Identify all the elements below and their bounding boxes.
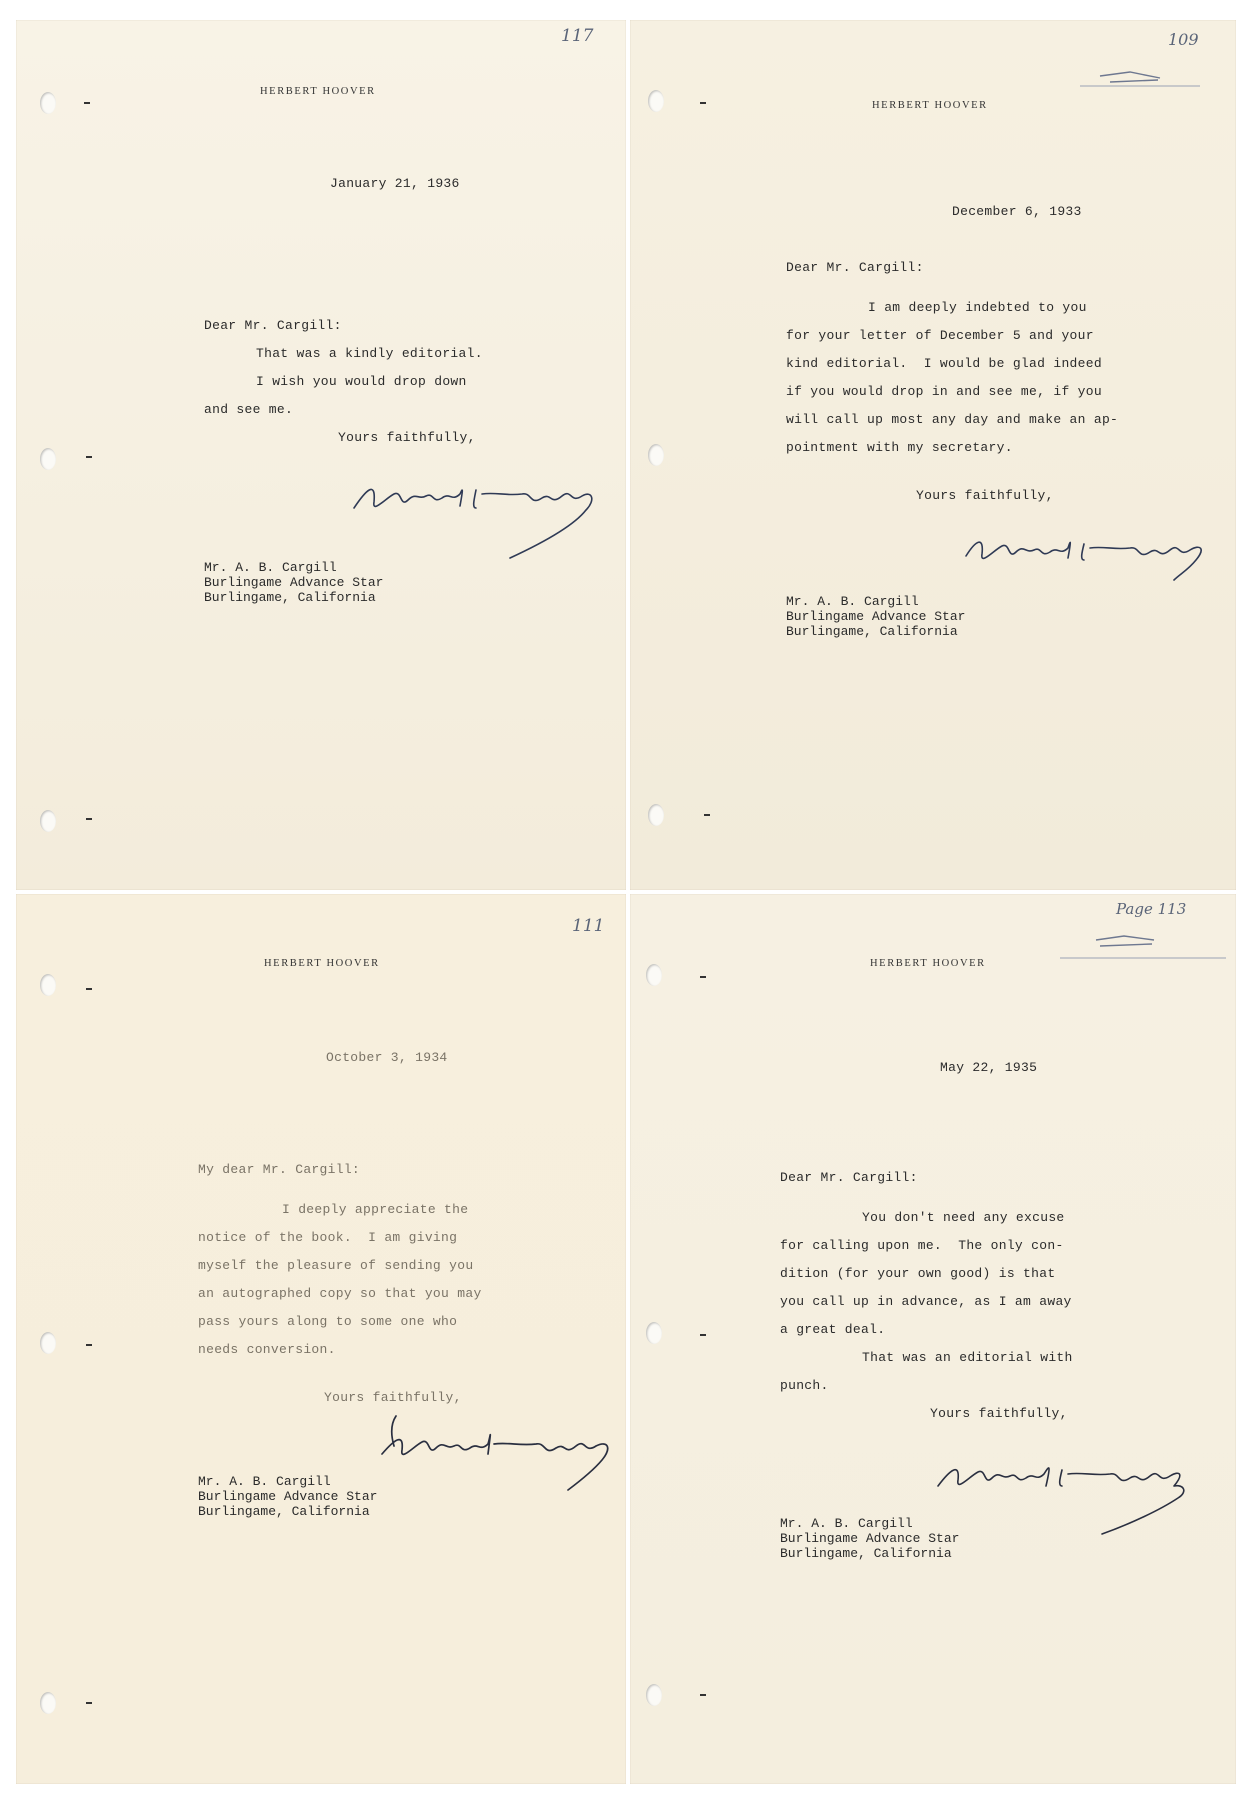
body-line: kind editorial. I would be glad indeed (786, 356, 1102, 371)
page-number: 117 (561, 26, 594, 46)
body-line: needs conversion. (198, 1342, 336, 1357)
punch-hole (648, 444, 664, 466)
punch-hole (648, 804, 664, 826)
crossed-out-number (1050, 922, 1230, 962)
page-number: 109 (1168, 30, 1199, 49)
punch-hole (40, 448, 56, 470)
page-number: 111 (572, 916, 605, 936)
address-line: Burlingame, California (198, 1504, 370, 1519)
body-line: you call up in advance, as I am away (780, 1294, 1072, 1309)
letter-sheet-january-1936 (16, 20, 626, 890)
address-line: Mr. A. B. Cargill (198, 1474, 331, 1489)
body-line: a great deal. (780, 1322, 886, 1337)
punch-hole (40, 92, 56, 114)
closing: Yours faithfully, (324, 1390, 462, 1405)
address-line: Burlingame, California (204, 590, 376, 605)
body-line: dition (for your own good) is that (780, 1266, 1056, 1281)
punch-hole (40, 810, 56, 832)
letterhead: HERBERT HOOVER (872, 100, 988, 111)
body-line: I am deeply indebted to you (868, 300, 1087, 315)
address-line: Burlingame Advance Star (204, 575, 384, 590)
signature (376, 1402, 636, 1502)
body-line: myself the pleasure of sending you (198, 1258, 474, 1273)
address-line: Burlingame Advance Star (786, 609, 966, 624)
body-line: That was a kindly editorial. (256, 346, 483, 361)
punch-hole (648, 90, 664, 112)
letter-date: December 6, 1933 (952, 204, 1082, 219)
signature (346, 450, 616, 570)
punch-hole (40, 1692, 56, 1714)
salutation: Dear Mr. Cargill: (204, 318, 342, 333)
body-line: an autographed copy so that you may (198, 1286, 482, 1301)
salutation: Dear Mr. Cargill: (780, 1170, 918, 1185)
body-line: That was an editorial with (862, 1350, 1073, 1365)
body-line: and see me. (204, 402, 294, 417)
body-line: pass yours along to some one who (198, 1314, 458, 1329)
body-line: if you would drop in and see me, if you (786, 384, 1102, 399)
letter-sheet-december-1933 (630, 20, 1236, 890)
letter-sheet-may-1935 (630, 894, 1236, 1784)
body-line: You don't need any excuse (862, 1210, 1065, 1225)
letterhead: HERBERT HOOVER (260, 86, 376, 97)
letter-date: May 22, 1935 (940, 1060, 1038, 1075)
punch-hole (646, 964, 662, 986)
body-line: for your letter of December 5 and your (786, 328, 1094, 343)
crossed-out-number (1070, 56, 1210, 96)
letterhead: HERBERT HOOVER (264, 958, 380, 969)
address-line: Mr. A. B. Cargill (204, 560, 337, 575)
address-line: Burlingame Advance Star (198, 1489, 378, 1504)
body-line: I deeply appreciate the (282, 1202, 469, 1217)
signature (960, 510, 1230, 590)
address-line: Mr. A. B. Cargill (786, 594, 919, 609)
address-line: Burlingame, California (786, 624, 958, 639)
punch-hole (646, 1322, 662, 1344)
closing: Yours faithfully, (338, 430, 476, 445)
address-line: Burlingame, California (780, 1546, 952, 1561)
salutation: My dear Mr. Cargill: (198, 1162, 361, 1177)
letter-date: January 21, 1936 (330, 176, 460, 191)
signature (930, 1434, 1220, 1544)
address-line: Mr. A. B. Cargill (780, 1516, 913, 1531)
address-line: Burlingame Advance Star (780, 1531, 960, 1546)
letter-sheet-october-1934 (16, 894, 626, 1784)
body-line: pointment with my secretary. (786, 440, 1013, 455)
closing: Yours faithfully, (930, 1406, 1068, 1421)
closing: Yours faithfully, (916, 488, 1054, 503)
punch-hole (40, 974, 56, 996)
body-line: punch. (780, 1378, 829, 1393)
body-line: for calling upon me. The only con- (780, 1238, 1064, 1253)
letterhead: HERBERT HOOVER (870, 958, 986, 969)
body-line: will call up most any day and make an ap- (786, 412, 1119, 427)
punch-hole (40, 1332, 56, 1354)
body-line: I wish you would drop down (256, 374, 467, 389)
letter-date: October 3, 1934 (326, 1050, 448, 1065)
punch-hole (646, 1684, 662, 1706)
page-number: Page 113 (1116, 900, 1187, 918)
salutation: Dear Mr. Cargill: (786, 260, 924, 275)
body-line: notice of the book. I am giving (198, 1230, 458, 1245)
